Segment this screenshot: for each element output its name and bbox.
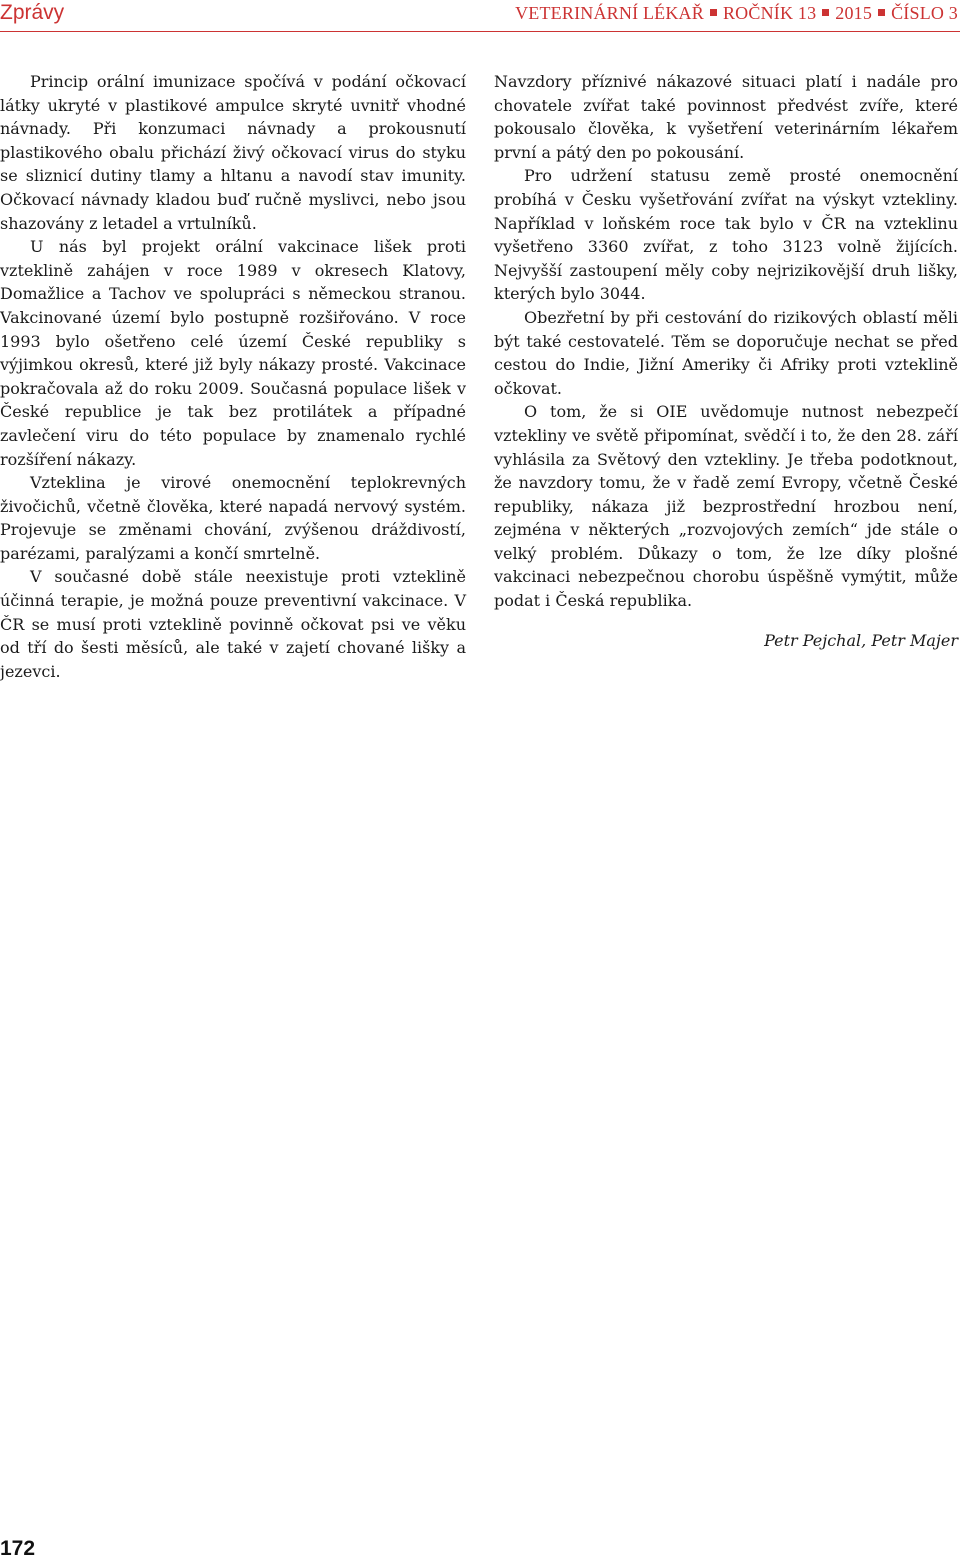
separator-square-icon: [710, 9, 717, 16]
paragraph: O tom, že si OIE uvědomuje nutnost nebezpečí vztekliny ve světě připomínat, svědčí i to, že den 28. září vyhlásila za Světový den vztekliny. Je třeba podotknout, že navzdory tomu, že v řadě zemí Evropy, včetně České republiky, nákaza již bezprostřední hrozbou není, zejména v některých „rozvojových zemích“ jde stále o velký problém. Důkazy o tom, že lze díky plošné vakcinaci nebezpečnou chorobu úspěšně vymýtit, může podat i Česká republika.: [494, 402, 958, 611]
paragraph: V současné době stále neexistuje proti vzteklině účinná terapie, je možná pouze preventivní vakcinace. V ČR se musí proti vzteklině povinně očkovat psi ve věku od tří do šesti měsíců, ale také v zajetí chované lišky a jezevci.: [0, 567, 466, 681]
issue-label: ČÍSLO 3: [891, 3, 958, 23]
year-label: 2015: [835, 3, 873, 23]
page-number: 172: [0, 1537, 36, 1560]
separator-square-icon: [822, 9, 829, 16]
paragraph: Princip orální imunizace spočívá v podání očkovací látky ukryté v plastikové ampulce skryté uvnitř vhodné návnady. Při konzumaci návnady a prokousnutí plastikového obalu přichází živý očkovací virus do styku se sliznicí dutiny tlamy a hltanu a navodí stav imunity. Očkovací návnady kladou buď ručně myslivci, nebo jsou shazovány z letadel a vrtulníků.: [0, 72, 466, 233]
paragraph: U nás byl projekt orální vakcinace lišek proti vzteklině zahájen v roce 1989 v okresech Klatovy, Domažlice a Tachov ve spolupráci s německou stranou. Vakcinované území bylo postupně rozšiřováno. V roce 1993 bylo ošetřeno celé území České republiky s výjimkou okresů, které již byly nákazy prosté. Vakcinace pokračovala až do roku 2009. Současná populace lišek v České republice je tak bez protilátek a případné zavlečení viru do této populace by znamenalo rychlé rozšíření nákazy.: [0, 237, 466, 469]
paragraph: Obezřetní by při cestování do rizikových oblastí měli být také cestovatelé. Těm se doporučuje nechat se před cestou do Indie, Jižní Ameriky či Afriky proti vzteklině očkovat.: [494, 307, 958, 398]
issue-info: [515, 3, 958, 24]
author-signature: Petr Pejchal, Petr Majer: [764, 630, 958, 650]
left-column: [0, 70, 466, 683]
header-rule: [0, 31, 960, 32]
separator-square-icon: [878, 9, 885, 16]
paragraph: Pro udržení statusu země prosté onemocnění probíhá v Česku vyšetřování zvířat na výskyt vztekliny. Například v loňském roce tak bylo v ČR na vzteklinu vyšetřeno 3360 zvířat, z toho 3123 volně žijících. Nejvyšší zastoupení měly coby nejrizikovější druh lišky, kterých bylo 3044.: [494, 166, 958, 304]
page-header: [0, 0, 960, 30]
volume-label: ROČNÍK 13: [722, 3, 817, 23]
right-column: [494, 70, 958, 652]
paragraph: Vzteklina je virové onemocnění teplokrevných živočichů, včetně člověka, které napadá nervový systém. Projevuje se změnami chování, zvýšenou dráždivostí, parézami, paralýzami a končí smrtelně.: [0, 473, 466, 563]
paragraph: Navzdory příznivé nákazové situaci platí i nadále pro chovatele zvířat také povinnost předvést zvíře, které pokousalo člověka, k vyšetření veterinárním lékařem první a pátý den po pokousání.: [494, 72, 958, 162]
section-title: Zprávy: [0, 1, 65, 24]
journal-name: VETERINÁRNÍ LÉKAŘ: [515, 3, 704, 23]
